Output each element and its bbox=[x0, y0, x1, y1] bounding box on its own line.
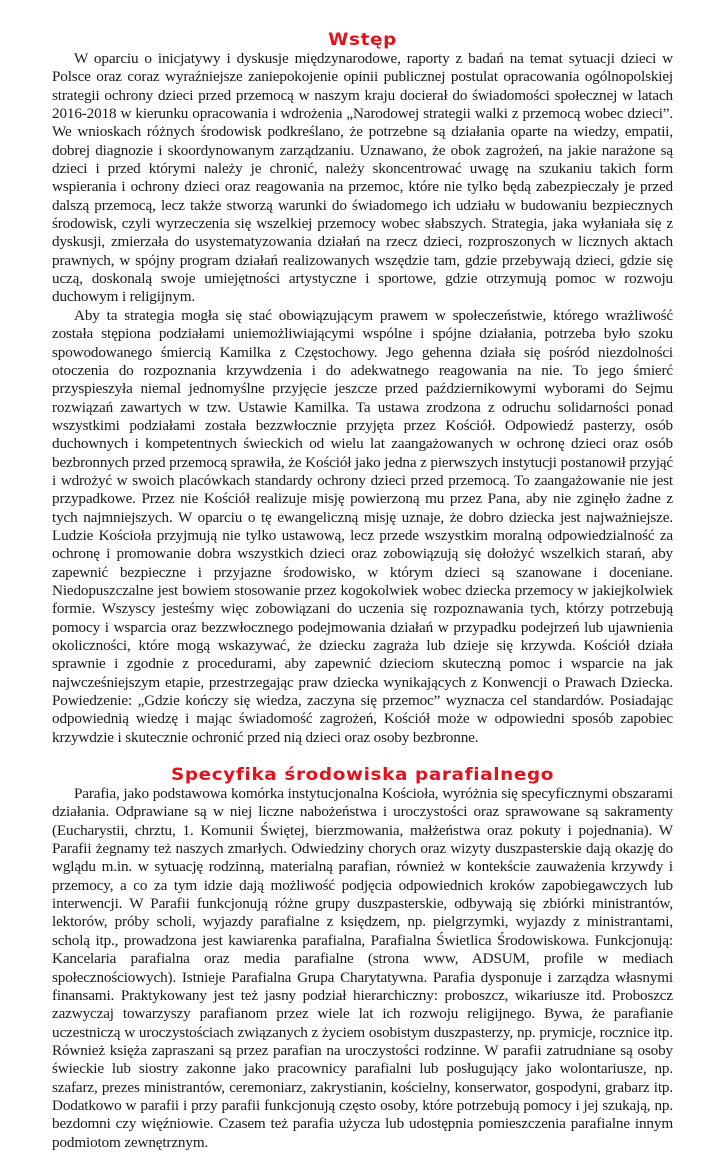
document-page bbox=[52, 30, 673, 1152]
paragraph: Aby ta strategia mogła się stać obowiązującym prawem w społeczeństwie, którego wrażliwość została stępiona podziałami uniemożliwiającymi wspólne i spójne działania, potrzeba było szoku spowodowanego śmiercią Kamilka z Częstochowy. Jego gehenna działa się pośród niezdolności otoczenia do rozpoznania krzywdzenia i do adekwatnego reagowania na nie. To jego śmierć przyspieszyła niemal jednomyślne przyjęcie jeszcze przed październikowymi wyborami do Sejmu rozwiązań zawartych w tzw. Ustawie Kamilka. Ta ustawa zrodzona z odruchu solidarności ponad wszystkimi podziałami została bezzwłocznie przyjęta przez Kościół. Odpowiedź pasterzy, osób duchownych i kompetentnych świeckich od wielu lat zaangażowanych w ochronę dzieci oraz osób bezbronnych przed przemocą sprawiła, że Kościół jako jedna z pierwszych instytucji postanowił przyjąć i wdrożyć w swoich placówkach standardy ochrony dzieci przed przemocą. To zaangażowanie nie jest przypadkowe. Przez nie Kościół realizuje misję powierzoną mu przez Pana, aby nie zginęło żadne z tych najmniejszych. W oparciu o tę ewangeliczną misję uznaje, że dobro dziecka jest najważniejsze. Ludzie Kościoła przyjmują nie tylko ustawową, lecz przede wszystkim moralną odpowiedzialność za ochronę i promowanie dobra wszystkich dzieci oraz zobowiązują się dołożyć wszelkich starań, aby zapewnić bezpieczne i przyjazne środowisko, w którym dzieci są szanowane i doceniane. Niedopuszczalne jest bowiem stosowanie przez kogokolwiek wobec dziecka przemocy w jakiejkolwiek formie. Wszyscy jesteśmy więc zobowiązani do uczenia się rozpoznawania tych, którzy potrzebują pomocy i wsparcia oraz bezzwłocznego podejmowania działań w przypadku podejrzeń lub ujawnienia okoliczności, które mogą wskazywać, że dziecku zagraża lub dzieje się krzywda. Kościół działa sprawnie i zgodnie z procedurami, aby zapewnić dzieciom skuteczną pomoc i wsparcie na jak najwcześniejszym etapie, przestrzegając praw dziecka wynikających z Konwencji o Prawach Dziecka. Powiedzenie: „Gdzie kończy się wiedza, zaczyna się przemoc” wyznacza cel standardów. Posiadając odpowiednią wiedzę i mając świadomość zagrożeń, Kościół może w odpowiedni sposób zapobiec krzywdzie i skutecznie ochronić przed nią dzieci oraz osoby bezbronne. bbox=[52, 306, 673, 746]
section-heading-introduction: Wstęp bbox=[328, 30, 397, 50]
section-introduction bbox=[52, 30, 673, 747]
section-heading-parish-specifics: Specyfika środowiska parafialnego bbox=[170, 765, 555, 786]
paragraph: W oparciu o inicjatywy i dyskusje międzynarodowe, raporty z badań na temat sytuacji dzieci w Polsce oraz coraz wyraźniejsze zaniepokojenie opinii publicznej postulat opracowania ogólnopolskiej strategii ochrony dzieci przed przemocą w naszym kraju docierał do świadomości społecznej w latach 2016-2018 w kierunku opracowania i wdrożenia „Narodowej strategii walki z przemocą wobec dzieci”. We wnioskach różnych środowisk podkreślano, że potrzebne są działania oparte na wiedzy, empatii, dobrej diagnozie i skoordynowanym zarządzaniu. Uznawano, że obok zagrożeń, na jakie narażone są dzieci i przed którymi należy je chronić, należy skoncentrować uwagę na szukaniu takich form wspierania i ochrony dzieci oraz reagowania na przemoc, które nie tylko będą zabezpieczały je przed dalszą przemocą, lecz także stworzą warunki do świadomego ich udziału w budowaniu bezpiecznych środowisk, czyli wyrzeczenia się wszelkiej przemocy wobec słabszych. Strategia, jaka wyłaniała się z dyskusji, zmierzała do usystematyzowania działań na rzecz dzieci, rozproszonych w licznych aktach prawnych, w spójny program działań realizowanych wszędzie tam, gdzie przebywają dzieci, gdzie się uczą, doskonalą swoje umiejętności artystyczne i sportowe, gdzie otrzymują pomoc w rozwoju duchowym i religijnym. bbox=[52, 50, 673, 306]
section-parish-specifics bbox=[52, 765, 673, 1152]
paragraph: Parafia, jako podstawowa komórka instytucjonalna Kościoła, wyróżnia się specyficznymi obszarami działania. Odprawiane są w niej liczne nabożeństwa i uroczystości oraz sprawowane są sakramenty (Eucharystii, chrztu, 1. Komunii Świętej, bierzmowania, małżeństwa oraz pokuty i pojednania). W Parafii żegnamy też naszych zmarłych. Odwiedziny chorych oraz wizyty duszpasterskie dają okazję do wglądu m.in. w sytuację rodzinną, materialną parafian, również w kontekście zauważenia krzywdy i przemocy, a co za tym idzie dają możliwość podjęcia odpowiednich kroków zapobiegawczych lub interwencji. W Parafii funkcjonują różne grupy duszpasterskie, odbywają się zbiórki ministrantów, lektorów, próby scholi, wyjazdy parafialne z księdzem, np. pielgrzymki, wyjazdy z ministrantami, scholą itp., prowadzona jest kawiarenka parafialna, Parafialna Świetlica Środowiskowa. Funkcjonują: Kancelaria parafialna oraz media parafialne (strona www, ADSUM, profile w mediach społecznościowych). Istnieje Parafialna Grupa Charytatywna. Parafia dysponuje i zarządza własnymi finansami. Praktykowany jest też jasny podział hierarchiczny: proboszcz, wikariusze itd. Proboszcz zazwyczaj towarzyszy parafianom przez wiele lat ich rozwoju religijnego. Bywa, że parafianie uczestniczą w uroczystościach związanych z życiem osobistym duszpasterzy, np. prymicje, rocznice itp. Również księża zapraszani są przez parafian na uroczystości rodzinne. W parafii zatrudniane są osoby świeckie lub siostry zakonne jako pracownicy parafialni lub posługujący jako wolontariusze, np. szafarz, prezes ministrantów, ceremoniarz, zakrystianin, kościelny, konserwator, gospodyni, grabarz itp. Dodatkowo w parafii i przy parafii funkcjonują często osoby, które potrzebują pomocy i jej szukają, np. bezdomni czy więźniowie. Czasem też parafia użycza lub udostępnia pomieszczenia parafialne innym podmiotom zewnętrznym. bbox=[52, 785, 673, 1151]
